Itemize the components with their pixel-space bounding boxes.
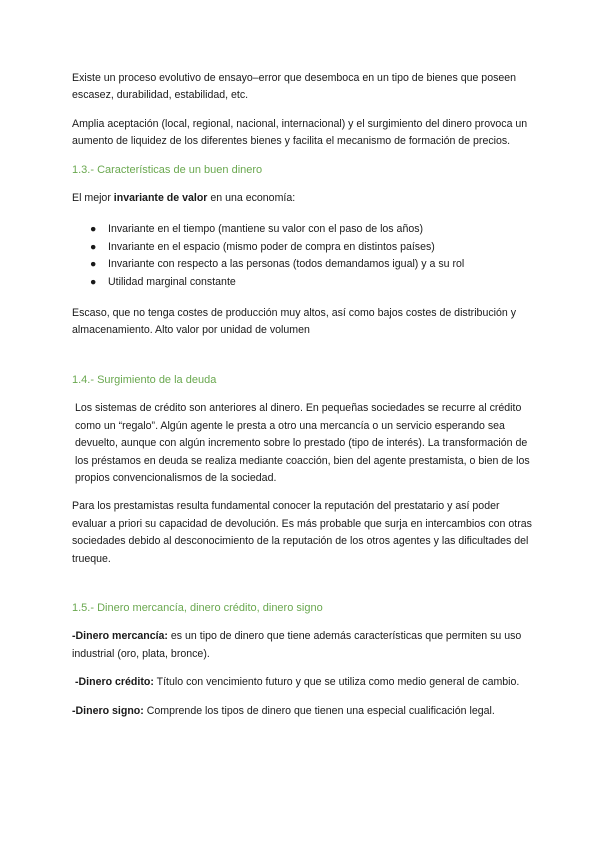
bullet-icon: ● [90, 223, 97, 236]
list-item [90, 221, 532, 238]
list-item-text: Invariante con respecto a las personas (todos demandamos igual) y a su rol [108, 258, 465, 271]
definition-text: es un tipo de dinero que tiene además características que permiten su uso industrial (oro, plata, bronce). [72, 630, 522, 660]
list-item [90, 274, 532, 291]
characteristics-list [72, 221, 532, 291]
definition-item [72, 628, 532, 663]
section-heading-1-5: 1.5.- Dinero mercancía, dinero crédito, dinero signo [72, 601, 323, 614]
list-item-text: Utilidad marginal constante [108, 275, 236, 288]
intro-pre-text: El mejor [72, 192, 114, 205]
list-item-text: Invariante en el tiempo (mantiene su valor con el paso de los años) [108, 223, 424, 236]
list-item-text: Invariante en el espacio (mismo poder de compra en distintos países) [108, 240, 435, 253]
bullet-icon: ● [90, 240, 97, 253]
intro-bold-text: invariante de valor [113, 192, 208, 205]
intro-paragraph-1: Existe un proceso evolutivo de ensayo–error que desemboca en un tipo de bienes que poseen escasez, durabilidad, estabilidad, etc. [72, 72, 517, 102]
document-page [72, 70, 532, 720]
definition-term: -Dinero crédito: [75, 676, 154, 689]
section-1-4-paragraph-1: Los sistemas de crédito son anteriores al dinero. En pequeñas sociedades se recurre al crédito como un “regalo”. Algún agente le presta a otro una mercancía o un servicio esperando sea devuelto, aunque con algún incremento sobre lo prestado (tipo de interés). La transformación de los préstamos en deuda se realiza mediante coacción, bien del agente prestamista, o bien de los propios convencionalismos de la sociedad. [75, 402, 530, 484]
section-1-4-paragraph-2: Para los prestamistas resulta fundamental conocer la reputación del prestatario y así poder evaluar a priori su capacidad de devolución. Es más probable que surja en intercambios con otras sociedades debido al desconocimiento de la reputación de los otros agentes y las dificultades del trueque. [72, 500, 532, 565]
section-heading-1-3: 1.3.- Características de un buen dinero [72, 163, 263, 176]
definition-text: Comprende los tipos de dinero que tienen una especial cualificación legal. [143, 704, 495, 717]
definition-item [72, 703, 532, 720]
definition-term: -Dinero mercancía: [72, 630, 168, 643]
list-item [90, 239, 532, 256]
intro-post-text: en una economía: [207, 192, 296, 205]
section-heading-1-4: 1.4.- Surgimiento de la deuda [72, 373, 217, 386]
bullet-icon: ● [90, 275, 97, 288]
section-1-3-closing: Escaso, que no tenga costes de producción muy altos, así como bajos costes de distribución y almacenamiento. Alto valor por unidad de volumen [72, 307, 517, 337]
definition-text: Título con vencimiento futuro y que se utiliza como medio general de cambio. [153, 676, 520, 689]
list-item [90, 256, 532, 273]
section-1-3-intro [72, 190, 532, 207]
bullet-icon: ● [90, 258, 97, 271]
intro-paragraph-2: Amplia aceptación (local, regional, nacional, internacional) y el surgimiento del dinero provoca un aumento de liquidez de los diferentes bienes y facilita el mecanismo de formación de precios. [72, 117, 528, 148]
definition-term: -Dinero signo: [72, 704, 144, 717]
definition-item [72, 674, 532, 691]
